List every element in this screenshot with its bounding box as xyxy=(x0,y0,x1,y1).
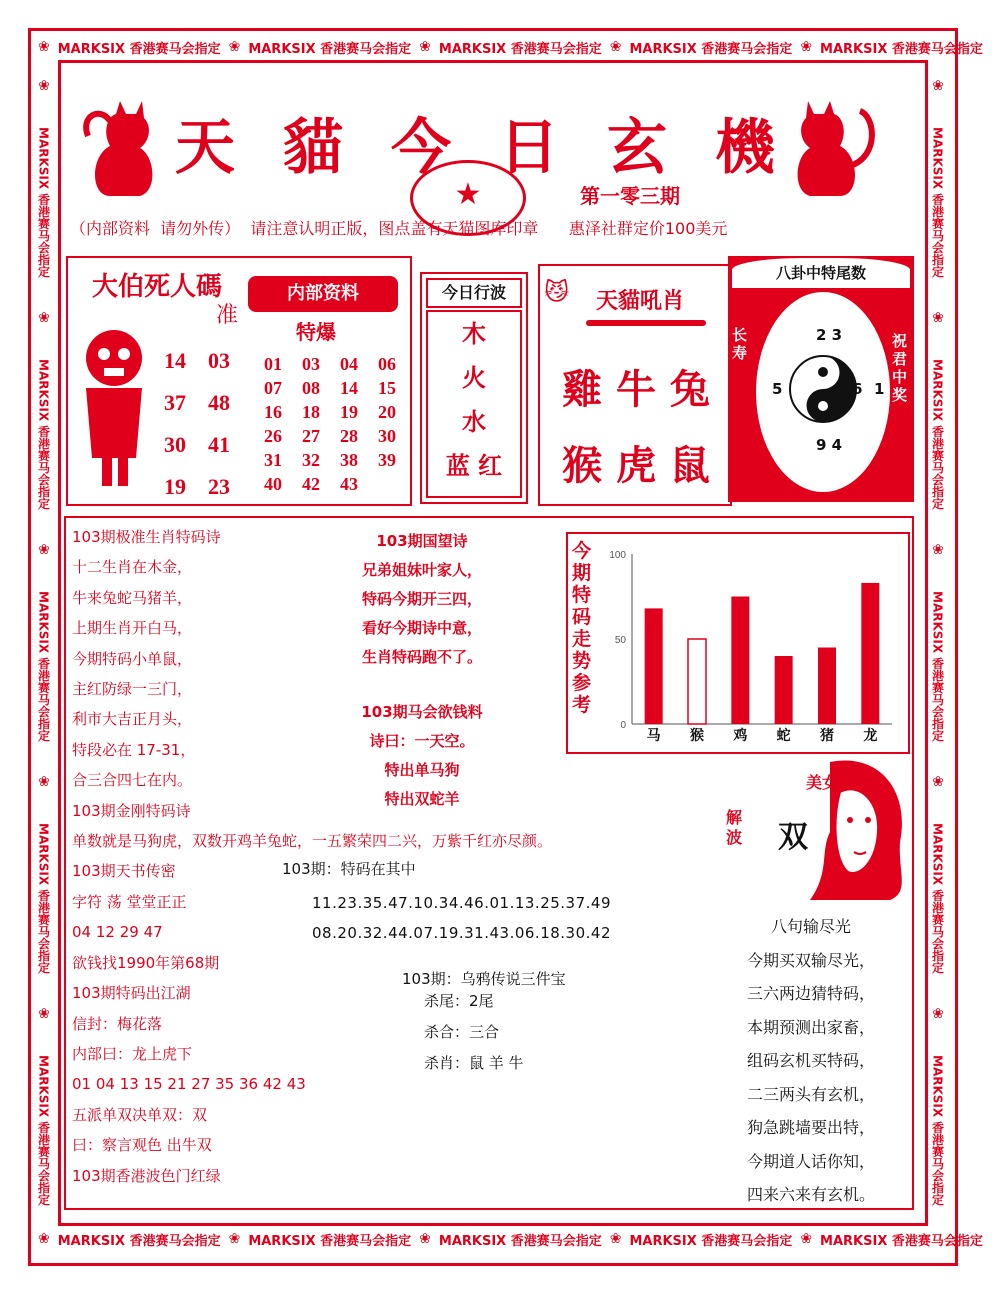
title-char: 天 xyxy=(175,113,235,183)
chart-bar xyxy=(731,597,749,725)
chart-x-tick-label: 龙 xyxy=(863,728,878,744)
band-flower-icon: ❀ xyxy=(228,39,241,55)
girl-label-top: 美女 xyxy=(806,773,839,792)
title-char: 今 xyxy=(391,113,451,183)
special-number: 38 xyxy=(340,450,358,470)
special-number: 14 xyxy=(340,378,358,398)
dabo-numbers xyxy=(164,348,242,500)
special-number: 28 xyxy=(340,426,358,446)
special-number: 32 xyxy=(302,450,320,470)
band-text: MARKSIX 香港赛马会指定 xyxy=(57,41,221,57)
band-text: MARKSIX 香港赛马会指定 xyxy=(629,41,793,57)
special-number: 31 xyxy=(264,450,282,470)
left-column-line: 特段必在 17-31， xyxy=(72,740,196,759)
band-flower-icon: ❀ xyxy=(932,542,944,559)
left-column-line: 信封：梅花落 xyxy=(72,1014,163,1033)
special-number: 39 xyxy=(378,450,396,470)
band-text: MARKSIX 香港赛马会指定 xyxy=(248,1233,412,1249)
right-poem-line: 今期道人话你知， xyxy=(746,1151,875,1171)
band-flower-icon: ❀ xyxy=(38,542,50,559)
yuqian-line: 特出双蛇羊 xyxy=(384,790,460,808)
band-text: MARKSIX 香港赛马会指定 xyxy=(438,1233,602,1249)
left-column-line: 103期特码出江湖 xyxy=(72,984,191,1003)
band-text: MARKSIX 香港赛马会指定 xyxy=(930,359,945,510)
left-column-line: 01 04 13 15 21 27 35 36 42 43 xyxy=(72,1075,306,1094)
left-column-line: 欲钱找1990年第68期 xyxy=(72,953,220,972)
left-column-line: 上期生肖开白马， xyxy=(72,619,193,638)
band-text: MARKSIX 香港赛马会指定 xyxy=(820,1233,983,1249)
dabo-number: 14 xyxy=(164,348,186,373)
right-poem-line: 三六两边猜特码， xyxy=(746,984,875,1003)
band-text: MARKSIX 香港赛马会指定 xyxy=(629,1233,793,1249)
guowang-line: 兄弟姐妹叶家人， xyxy=(361,561,482,579)
zodiac-underline xyxy=(586,320,706,326)
right-band xyxy=(926,62,950,1222)
panel-bagua xyxy=(728,256,914,502)
band-text: MARKSIX 香港赛马会指定 xyxy=(438,41,602,57)
yuqian-lines xyxy=(322,727,522,814)
band-flower-icon: ❀ xyxy=(419,1231,431,1247)
band-flower-icon: ❀ xyxy=(38,1231,50,1247)
chart-x-tick-label: 鸡 xyxy=(733,728,748,744)
right-poem-line: 组码玄机买特码， xyxy=(746,1051,875,1070)
chart-y-tick-label: 100 xyxy=(609,550,626,561)
band-text: MARKSIX 香港赛马会指定 xyxy=(36,127,51,278)
top-band xyxy=(34,34,983,60)
cat-right-icon xyxy=(780,96,880,206)
zodiac-title: 天貓吼肖 xyxy=(596,289,685,314)
right-poem-line: 今期买双输尽光， xyxy=(746,950,875,970)
bagua-digit-top: 2 3 xyxy=(816,326,843,344)
guowang-title: 103期国望诗 xyxy=(376,532,468,550)
panel-zodiac xyxy=(538,264,732,506)
right-poem-lines xyxy=(718,944,904,1212)
left-column-line: 合三合四七在内。 xyxy=(72,771,193,790)
wuya-line: 杀合：三合 xyxy=(424,1023,500,1041)
zhun-label: 准 xyxy=(216,303,239,328)
special-number: 42 xyxy=(302,474,320,494)
yuqian-title: 103期马会欲钱料 xyxy=(361,703,483,721)
left-column-line: 单数就是马狗虎，双数开鸡羊兔蛇，一五繁荣四二兴，万紫千红亦尽颜。 xyxy=(72,832,553,851)
guowang-line: 生肖特码跑不了。 xyxy=(361,648,482,666)
left-column-line: 103期金刚特码诗 xyxy=(72,801,191,820)
yin-yang-icon xyxy=(788,354,858,424)
girl-label-side: 解波 xyxy=(726,808,743,847)
chart-bar xyxy=(688,639,706,724)
title-char: 玄 xyxy=(607,113,667,183)
chart-x-tick-label: 蛇 xyxy=(776,728,791,744)
band-text: MARKSIX 香港赛马会指定 xyxy=(57,1233,221,1249)
chart-y-tick-label: 0 xyxy=(620,720,626,731)
bagua-left-label: 长寿 xyxy=(732,326,748,362)
bagua-digit-left: 5 xyxy=(772,380,783,398)
special-number: 03 xyxy=(302,354,320,374)
chart-bar xyxy=(818,648,836,725)
left-column-line: 103期香港波色门红绿 xyxy=(72,1166,221,1185)
chart-x-tick-label: 猪 xyxy=(820,728,834,744)
left-column-line: 牛来兔蛇马猪羊， xyxy=(72,588,193,607)
band-flower-icon: ❀ xyxy=(932,1006,944,1023)
band-text: MARKSIX 香港赛马会指定 xyxy=(930,127,945,278)
xingbo-inner xyxy=(426,310,522,498)
left-column-line: 04 12 29 47 xyxy=(72,923,163,942)
band-text: MARKSIX 香港赛马会指定 xyxy=(248,41,412,57)
left-column-line: 主红防绿一三门， xyxy=(72,680,193,699)
band-flower-icon: ❀ xyxy=(38,774,50,791)
star-icon: ★ xyxy=(454,177,482,212)
special-numbers xyxy=(264,354,410,495)
xingbo-list xyxy=(428,312,520,488)
band-flower-icon: ❀ xyxy=(419,39,431,55)
guowang-block xyxy=(322,527,522,672)
issue-number: 第一零三期 xyxy=(580,184,680,208)
xingbo-title: 今日行波 xyxy=(426,278,522,308)
zodiac-row-2: 猴 虎 鼠 xyxy=(562,442,710,489)
left-column-line: 内部曰：龙上虎下 xyxy=(72,1044,193,1063)
left-column-line: 103期天书传密 xyxy=(72,862,176,881)
left-column-line: 曰：察言观色 出牛双 xyxy=(72,1136,212,1155)
qizhong-row-2: 08.20.32.44.07.19.31.43.06.18.30.42 xyxy=(312,924,611,942)
special-number: 07 xyxy=(264,378,282,398)
band-flower-icon: ❀ xyxy=(38,310,50,327)
dabo-number: 30 xyxy=(164,432,186,457)
cat-left-icon xyxy=(80,96,170,206)
band-flower-icon: ❀ xyxy=(932,774,944,791)
xingbo-item: 蓝 红 xyxy=(445,452,503,480)
special-banner: 内部资料 xyxy=(248,276,398,312)
header-subline: （内部资料 请勿外传） 请注意认明正版，图点盖有天猫图库印章 惠泽社群定价100美元 xyxy=(70,219,728,238)
dabo-title: 大伯死人碼 xyxy=(92,272,223,302)
title-char: 貓 xyxy=(283,113,343,183)
right-poem-title: 八句输尽光 xyxy=(770,917,851,936)
bagua-title: 八卦中特尾数 xyxy=(732,258,910,288)
special-number: 18 xyxy=(302,402,320,422)
band-flower-icon: ❀ xyxy=(800,1231,813,1247)
special-number: 06 xyxy=(378,354,396,374)
dabo-number: 23 xyxy=(208,474,230,499)
band-flower-icon: ❀ xyxy=(228,1231,241,1247)
bagua-digit-center: 6 xyxy=(852,380,863,398)
band-flower-icon: ❀ xyxy=(932,310,944,327)
special-number: 08 xyxy=(302,378,320,398)
right-poem xyxy=(718,910,904,1212)
bagua-digit-right: 1 xyxy=(874,380,885,398)
wuya-line: 杀肖：鼠 羊 牛 xyxy=(424,1054,524,1072)
band-text: MARKSIX 香港赛马会指定 xyxy=(36,1055,51,1206)
chart-y-tick-label: 50 xyxy=(614,635,626,646)
band-text: MARKSIX 香港赛马会指定 xyxy=(820,41,983,57)
special-number: 19 xyxy=(340,402,358,422)
left-column-line: 五派单双决单双：双 xyxy=(72,1105,208,1124)
band-flower-icon: ❀ xyxy=(932,78,944,95)
xingbo-item: 木 xyxy=(462,320,486,348)
wuya-line: 杀尾：2尾 xyxy=(424,992,494,1010)
panel-dabo xyxy=(66,256,412,506)
title-char: 日 xyxy=(499,113,559,183)
chart-title: 今期特码走势参考 xyxy=(572,540,592,716)
band-flower-icon: ❀ xyxy=(38,39,50,55)
right-poem-line: 狗急跳墙要出特， xyxy=(746,1118,875,1137)
special-number: 27 xyxy=(302,426,320,446)
right-poem-line: 四来六来有玄机。 xyxy=(746,1185,875,1204)
bagua-digit-bottom: 9 4 xyxy=(816,436,843,454)
left-column-line: 字符 荡 堂堂正正 xyxy=(72,892,187,911)
cat-head-icon: 😼 xyxy=(544,278,570,306)
guowang-line: 特码今期开三四， xyxy=(361,590,482,608)
old-man-icon xyxy=(74,318,154,488)
girl-word: 双 xyxy=(778,820,808,855)
chart-x-tick-label: 马 xyxy=(646,728,661,744)
xingbo-item: 水 xyxy=(462,408,486,436)
right-poem-line: 本期预测出家畜， xyxy=(746,1017,875,1037)
left-column-line: 十二生肖在木金， xyxy=(72,558,193,577)
special-number: 04 xyxy=(340,354,358,374)
right-poem-line: 二三两头有玄机， xyxy=(746,1084,875,1104)
band-flower-icon: ❀ xyxy=(38,1006,50,1023)
special-number: 20 xyxy=(378,402,396,422)
special-number: 01 xyxy=(264,354,282,374)
title-char: 機 xyxy=(715,113,775,183)
band-flower-icon: ❀ xyxy=(609,1231,622,1247)
band-text: MARKSIX 香港赛马会指定 xyxy=(36,823,51,974)
left-column-line: 利市大吉正月头， xyxy=(72,710,193,729)
chart-x-tick-label: 猴 xyxy=(690,728,704,744)
dabo-number: 37 xyxy=(164,390,186,415)
special-number: 26 xyxy=(264,426,282,446)
band-flower-icon: ❀ xyxy=(38,78,50,95)
qizhong-row-1: 11.23.35.47.10.34.46.01.13.25.37.49 xyxy=(312,894,611,912)
band-flower-icon: ❀ xyxy=(800,39,813,55)
dabo-number: 41 xyxy=(208,432,230,457)
qizhong-title: 103期：特码在其中 xyxy=(282,860,416,878)
bagua-right-label: 祝君中奖 xyxy=(892,332,908,404)
chart-bar xyxy=(775,656,793,724)
left-column-line: 今期特码小单鼠， xyxy=(72,649,193,668)
special-subtitle: 特爆 xyxy=(296,320,336,344)
special-number: 15 xyxy=(378,378,396,398)
special-number: 43 xyxy=(340,474,358,494)
xingbo-item: 火 xyxy=(462,364,486,392)
yuqian-line: 诗曰：一天空。 xyxy=(369,732,475,750)
band-flower-icon: ❀ xyxy=(609,39,622,55)
bottom-band xyxy=(34,1226,983,1252)
dabo-number: 19 xyxy=(164,474,186,499)
guowang-lines xyxy=(322,556,522,672)
chart-bar xyxy=(645,608,663,724)
band-text: MARKSIX 香港赛马会指定 xyxy=(930,823,945,974)
band-text: MARKSIX 香港赛马会指定 xyxy=(930,591,945,742)
yuqian-line: 特出单马狗 xyxy=(384,761,460,779)
guowang-line: 看好今期诗中意， xyxy=(361,619,482,637)
yuqian-block xyxy=(322,698,522,814)
wuya-lines xyxy=(424,986,524,1079)
left-band xyxy=(32,62,56,1222)
band-text: MARKSIX 香港赛马会指定 xyxy=(36,359,51,510)
special-number: 40 xyxy=(264,474,282,494)
trend-chart xyxy=(600,540,900,746)
panel-xingbo xyxy=(420,272,528,504)
special-number: 16 xyxy=(264,402,282,422)
band-text: MARKSIX 香港赛马会指定 xyxy=(930,1055,945,1206)
dabo-number: 48 xyxy=(208,390,230,415)
dabo-number: 03 xyxy=(208,348,230,373)
left-column-line: 103期极准生肖特码诗 xyxy=(72,528,221,546)
special-number: 30 xyxy=(378,426,396,446)
wuya-title: 103期：乌鸦传说三件宝 xyxy=(402,970,566,988)
chart-bar xyxy=(861,583,879,724)
band-text: MARKSIX 香港赛马会指定 xyxy=(36,591,51,742)
zodiac-row-1: 雞 牛 兔 xyxy=(562,366,710,413)
